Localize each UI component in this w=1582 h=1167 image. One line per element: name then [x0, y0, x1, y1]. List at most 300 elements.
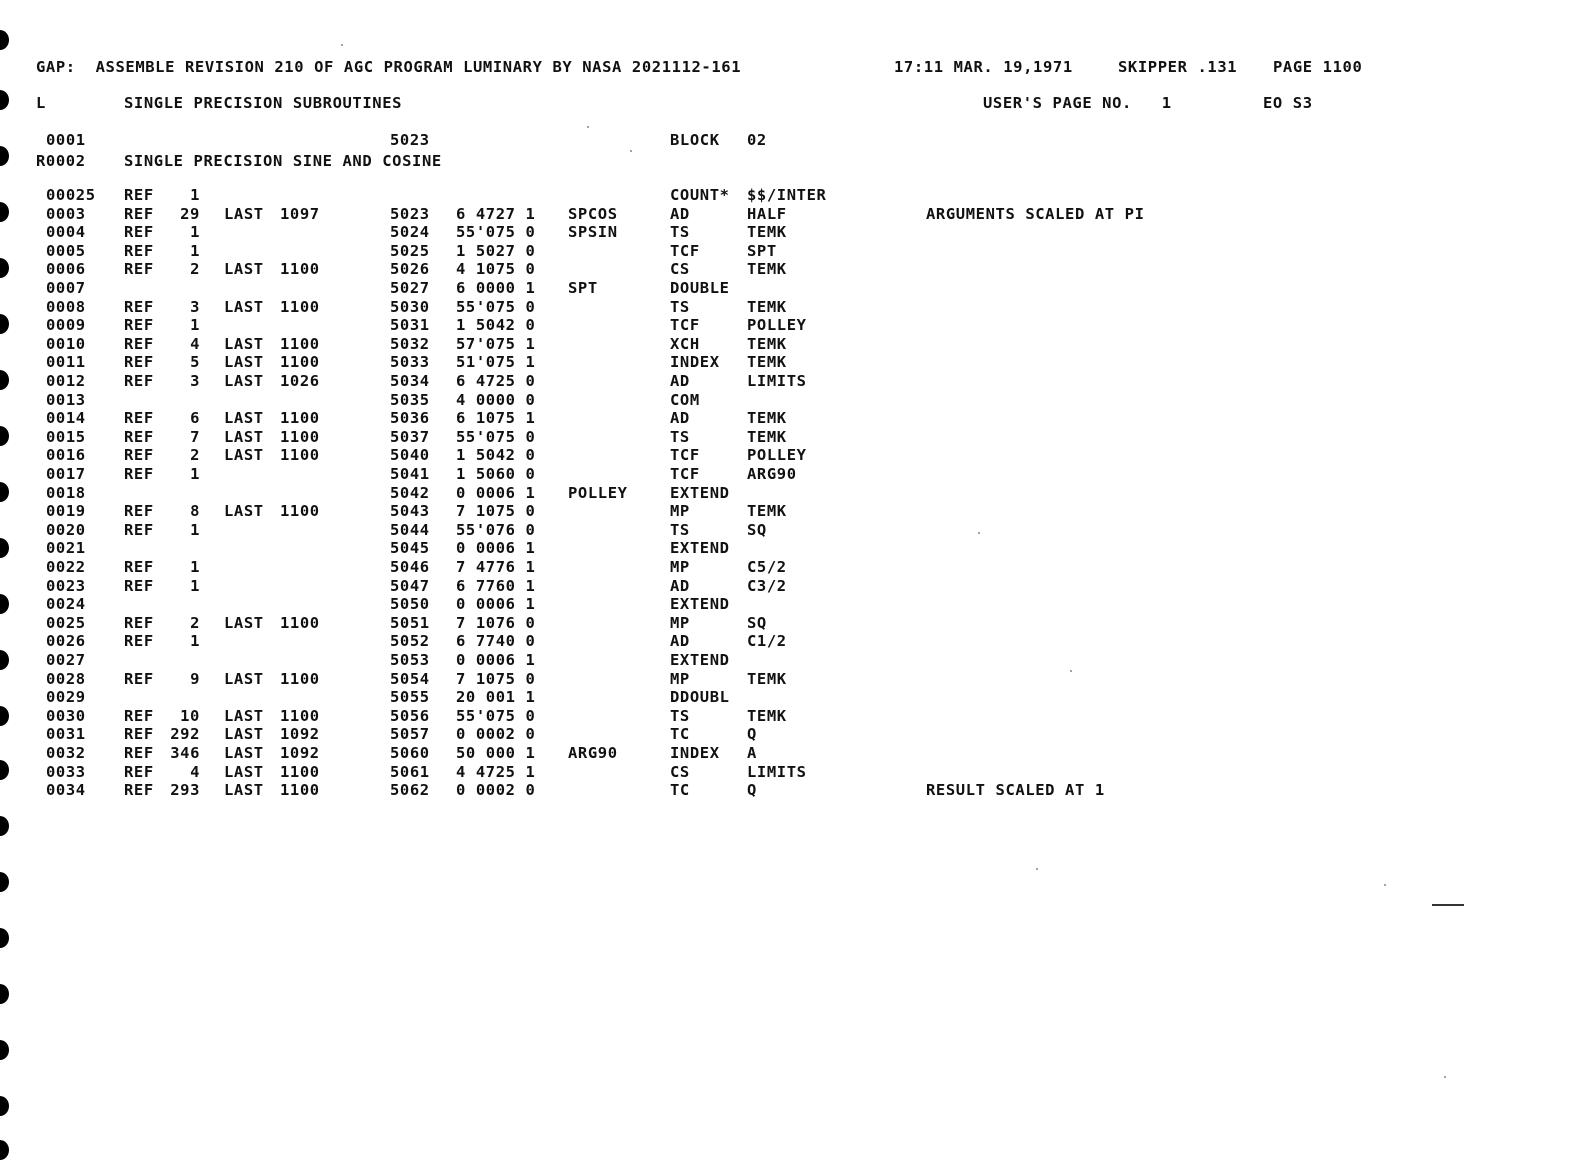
ref-count: 5: [190, 353, 200, 372]
last-label: LAST: [224, 744, 264, 762]
operand: ARG90: [747, 465, 797, 483]
octal-word: 0 0006 1: [456, 483, 536, 502]
symbol-label: SPCOS: [568, 204, 618, 223]
operand: Q: [747, 725, 757, 744]
ref-count: 2: [190, 260, 200, 279]
address: 5030: [390, 297, 430, 316]
ref-label: REF: [124, 502, 154, 521]
line-number: 0012: [46, 372, 86, 390]
opcode: EXTEND: [670, 651, 730, 669]
address: 5034: [390, 372, 430, 390]
listing-row: [0, 372, 1582, 390]
address: 5057: [390, 725, 430, 744]
opcode: MP: [670, 558, 690, 576]
address: 5026: [390, 260, 430, 279]
octal-word: 7 1075 0: [456, 669, 536, 688]
ref-label: REF: [124, 558, 154, 576]
line-number: 0031: [46, 725, 86, 744]
operand: C3/2: [747, 576, 787, 595]
octal-word: 55'075 0: [456, 223, 536, 242]
punch-hole: [0, 1096, 9, 1116]
subheader-flag: L: [36, 94, 46, 112]
scan-speck: [1444, 1076, 1446, 1078]
operand: TEMK: [747, 353, 787, 372]
address: 5037: [390, 427, 430, 446]
line-number: 0017: [46, 465, 86, 483]
ref-label: REF: [124, 241, 154, 260]
opcode: AD: [670, 409, 690, 428]
operand: SQ: [747, 520, 767, 539]
ref-label: REF: [124, 781, 154, 800]
address: 5046: [390, 558, 430, 576]
scan-speck: [1036, 868, 1038, 870]
opcode: TCF: [670, 241, 700, 260]
listing-row: [0, 335, 1582, 353]
ref-label: REF: [124, 409, 154, 428]
listing-row: [0, 707, 1582, 725]
opcode: AD: [670, 372, 690, 390]
last-page: 1100: [280, 613, 320, 632]
opcode: TS: [670, 706, 690, 725]
ref-label: REF: [124, 613, 154, 632]
listing-row: [0, 521, 1582, 539]
octal-word: 6 7760 1: [456, 576, 536, 595]
ref-count: 6: [190, 409, 200, 428]
address: 5033: [390, 353, 430, 372]
ref-label: REF: [124, 762, 154, 781]
opcode: BLOCK: [670, 131, 720, 149]
ref-count: 3: [190, 372, 200, 390]
last-label: LAST: [224, 427, 264, 446]
address: 5042: [390, 483, 430, 502]
ref-count: 1: [190, 632, 200, 651]
listing-row: [0, 725, 1582, 743]
address: 5044: [390, 520, 430, 539]
address: 5036: [390, 409, 430, 428]
header-timestamp: 17:11 MAR. 19,1971: [894, 58, 1073, 76]
opcode: MP: [670, 669, 690, 688]
operand: TEMK: [747, 334, 787, 353]
opcode: MP: [670, 502, 690, 521]
header-page: PAGE 1100: [1273, 58, 1363, 76]
octal-word: 55'075 0: [456, 427, 536, 446]
punch-hole: [0, 30, 9, 50]
section-title: SINGLE PRECISION SINE AND COSINE: [124, 152, 442, 170]
ref-count: 1: [190, 186, 200, 204]
header-operator: SKIPPER .131: [1118, 58, 1238, 76]
octal-word: 6 4727 1: [456, 204, 536, 223]
ref-count: 10: [180, 706, 200, 725]
address: 5024: [390, 223, 430, 242]
octal-word: 0 0006 1: [456, 595, 536, 614]
ref-label: REF: [124, 186, 154, 204]
line-number: 0010: [46, 334, 86, 353]
operand: $$/INTER: [747, 186, 827, 204]
line-number: 0001: [46, 131, 86, 149]
scan-speck: [630, 150, 632, 152]
last-label: LAST: [224, 297, 264, 316]
last-page: 1100: [280, 502, 320, 521]
address: 5040: [390, 446, 430, 465]
octal-word: 0 0002 0: [456, 725, 536, 744]
operand: C1/2: [747, 632, 787, 651]
subheader-title: SINGLE PRECISION SUBROUTINES: [124, 94, 403, 112]
ref-label: REF: [124, 446, 154, 465]
operand: TEMK: [747, 427, 787, 446]
last-label: LAST: [224, 725, 264, 744]
symbol-label: POLLEY: [568, 483, 628, 502]
line-number: 0009: [46, 316, 86, 335]
line-number: 0015: [46, 427, 86, 446]
address: 5032: [390, 334, 430, 353]
listing-row: [0, 595, 1582, 613]
operand: POLLEY: [747, 446, 807, 465]
punch-hole: [0, 1140, 9, 1160]
listing-row: [0, 316, 1582, 334]
operand: TEMK: [747, 706, 787, 725]
users-page-number: USER'S PAGE NO. 1: [983, 94, 1172, 112]
operand: TEMK: [747, 502, 787, 521]
listing-row: [0, 781, 1582, 799]
octal-word: 57'075 1: [456, 334, 536, 353]
last-page: 1100: [280, 427, 320, 446]
last-label: LAST: [224, 260, 264, 279]
last-label: LAST: [224, 446, 264, 465]
ref-count: 1: [190, 576, 200, 595]
last-label: LAST: [224, 613, 264, 632]
line-number: 0027: [46, 651, 86, 669]
line-number: 0030: [46, 706, 86, 725]
octal-word: 50 000 1: [456, 744, 536, 762]
last-page: 1092: [280, 744, 320, 762]
operand: LIMITS: [747, 372, 807, 390]
punch-hole: [0, 928, 9, 948]
operand: SPT: [747, 241, 777, 260]
ref-count: 1: [190, 520, 200, 539]
opcode: EXTEND: [670, 539, 730, 558]
last-page: 1100: [280, 446, 320, 465]
ref-count: 7: [190, 427, 200, 446]
line-number: 0033: [46, 762, 86, 781]
scan-speck: [1070, 670, 1072, 672]
line-number: 0011: [46, 353, 86, 372]
address: 5055: [390, 688, 430, 707]
line-number: 0005: [46, 241, 86, 260]
punch-hole: [0, 816, 9, 836]
scan-speck: [1384, 884, 1386, 886]
listing-row: [0, 279, 1582, 297]
ref-label: REF: [124, 260, 154, 279]
punch-hole: [0, 984, 9, 1004]
listing-row: [0, 763, 1582, 781]
last-page: 1100: [280, 669, 320, 688]
ref-label: REF: [124, 427, 154, 446]
subheader-code: EO S3: [1263, 94, 1313, 112]
address: 5053: [390, 651, 430, 669]
line-number: 00025: [46, 186, 96, 204]
octal-word: 1 5060 0: [456, 465, 536, 483]
listing-row: [0, 186, 1582, 204]
opcode: TS: [670, 223, 690, 242]
scan-speck: [587, 126, 589, 128]
address: 5061: [390, 762, 430, 781]
ref-count: 346: [170, 744, 200, 762]
address: 5062: [390, 781, 430, 800]
ref-label: REF: [124, 316, 154, 335]
ref-count: 29: [180, 204, 200, 223]
opcode: TCF: [670, 465, 700, 483]
octal-word: 4 1075 0: [456, 260, 536, 279]
ref-count: 9: [190, 669, 200, 688]
octal-word: 7 1076 0: [456, 613, 536, 632]
address: 5056: [390, 706, 430, 725]
address: 5047: [390, 576, 430, 595]
listing-row: [0, 446, 1582, 464]
last-label: LAST: [224, 706, 264, 725]
comment: ARGUMENTS SCALED AT PI: [926, 204, 1145, 223]
last-label: LAST: [224, 781, 264, 800]
operand: POLLEY: [747, 316, 807, 335]
ref-count: 2: [190, 446, 200, 465]
operand: 02: [747, 131, 767, 149]
listing-row: [0, 651, 1582, 669]
line-number: 0014: [46, 409, 86, 428]
opcode: TC: [670, 781, 690, 800]
scan-speck: [341, 44, 343, 46]
line-number: 0020: [46, 520, 86, 539]
listing-row: [0, 353, 1582, 371]
line-number: 0026: [46, 632, 86, 651]
ref-count: 292: [170, 725, 200, 744]
ref-label: REF: [124, 669, 154, 688]
opcode: INDEX: [670, 353, 720, 372]
ref-count: 1: [190, 558, 200, 576]
last-label: LAST: [224, 409, 264, 428]
punch-hole: [0, 90, 9, 110]
line-number: 0016: [46, 446, 86, 465]
octal-word: 6 4725 0: [456, 372, 536, 390]
opcode: XCH: [670, 334, 700, 353]
line-number: 0025: [46, 613, 86, 632]
address: 5027: [390, 279, 430, 297]
address: 5060: [390, 744, 430, 762]
ref-count: 4: [190, 762, 200, 781]
symbol-label: SPSIN: [568, 223, 618, 242]
line-number: 0003: [46, 204, 86, 223]
last-label: LAST: [224, 502, 264, 521]
ref-count: 1: [190, 241, 200, 260]
opcode: AD: [670, 204, 690, 223]
octal-word: 6 7740 0: [456, 632, 536, 651]
opcode: EXTEND: [670, 595, 730, 614]
last-page: 1100: [280, 260, 320, 279]
opcode: TCF: [670, 446, 700, 465]
address: 5035: [390, 390, 430, 409]
last-page: 1100: [280, 706, 320, 725]
operand: TEMK: [747, 669, 787, 688]
last-page: 1100: [280, 334, 320, 353]
ref-count: 1: [190, 465, 200, 483]
listing-row: [0, 298, 1582, 316]
symbol-label: ARG90: [568, 744, 618, 762]
header-title: GAP: ASSEMBLE REVISION 210 OF AGC PROGRAM LUMINARY BY NASA 2021112-161: [36, 58, 742, 76]
opcode: EXTEND: [670, 483, 730, 502]
ref-label: REF: [124, 223, 154, 242]
address: 5051: [390, 613, 430, 632]
last-label: LAST: [224, 372, 264, 390]
ref-count: 1: [190, 223, 200, 242]
last-label: LAST: [224, 353, 264, 372]
last-page: 1026: [280, 372, 320, 390]
opcode: TCF: [670, 316, 700, 335]
line-number: 0022: [46, 558, 86, 576]
address: 5052: [390, 632, 430, 651]
address: 5025: [390, 241, 430, 260]
last-label: LAST: [224, 204, 264, 223]
operand: A: [747, 744, 757, 762]
line-number: 0021: [46, 539, 86, 558]
octal-word: 1 5042 0: [456, 316, 536, 335]
octal-word: 6 0000 1: [456, 279, 536, 297]
ref-label: REF: [124, 744, 154, 762]
symbol-label: SPT: [568, 279, 598, 297]
octal-word: 1 5042 0: [456, 446, 536, 465]
octal-word: 6 1075 1: [456, 409, 536, 428]
opcode: TS: [670, 297, 690, 316]
line-number: 0028: [46, 669, 86, 688]
last-page: 1100: [280, 781, 320, 800]
last-page: 1092: [280, 725, 320, 744]
address: 5041: [390, 465, 430, 483]
opcode: COM: [670, 390, 700, 409]
ref-count: 2: [190, 613, 200, 632]
octal-word: 0 0006 1: [456, 539, 536, 558]
listing-row: [0, 614, 1582, 632]
operand: TEMK: [747, 409, 787, 428]
opcode: TS: [670, 520, 690, 539]
operand: TEMK: [747, 260, 787, 279]
line-number: 0006: [46, 260, 86, 279]
address: 5045: [390, 539, 430, 558]
last-page: 1097: [280, 204, 320, 223]
operand: C5/2: [747, 558, 787, 576]
ref-label: REF: [124, 520, 154, 539]
last-page: 1100: [280, 762, 320, 781]
listing-row: [0, 484, 1582, 502]
line-number: 0024: [46, 595, 86, 614]
operand: Q: [747, 781, 757, 800]
operand: TEMK: [747, 297, 787, 316]
line-number: 0019: [46, 502, 86, 521]
ref-count: 1: [190, 316, 200, 335]
line-number: 0032: [46, 744, 86, 762]
ref-label: REF: [124, 297, 154, 316]
comment: RESULT SCALED AT 1: [926, 781, 1105, 800]
address: 5043: [390, 502, 430, 521]
punch-hole: [0, 872, 9, 892]
octal-word: 7 4776 1: [456, 558, 536, 576]
line-number: 0018: [46, 483, 86, 502]
last-page: 1100: [280, 353, 320, 372]
listing-row: [0, 409, 1582, 427]
last-page: 1100: [280, 409, 320, 428]
listing-row: [0, 558, 1582, 576]
ref-label: REF: [124, 353, 154, 372]
octal-word: 20 001 1: [456, 688, 536, 707]
opcode: MP: [670, 613, 690, 632]
octal-word: 7 1075 0: [456, 502, 536, 521]
ref-label: REF: [124, 706, 154, 725]
listing-row: [0, 242, 1582, 260]
scan-mark: [1432, 904, 1464, 906]
line-number: 0007: [46, 279, 86, 297]
listing-row: [0, 539, 1582, 557]
scan-speck: [978, 532, 980, 534]
opcode: TC: [670, 725, 690, 744]
line-number: R0002: [36, 152, 86, 170]
ref-label: REF: [124, 725, 154, 744]
listing-row: [0, 205, 1582, 223]
octal-word: 0 0002 0: [456, 781, 536, 800]
ref-count: 293: [170, 781, 200, 800]
section-line: [0, 152, 1582, 170]
operand: LIMITS: [747, 762, 807, 781]
octal-word: 4 0000 0: [456, 390, 536, 409]
address: 5023: [390, 204, 430, 223]
ref-label: REF: [124, 632, 154, 651]
last-label: LAST: [224, 669, 264, 688]
last-label: LAST: [224, 762, 264, 781]
listing-row: [0, 260, 1582, 278]
block-line: [0, 131, 1582, 149]
ref-label: REF: [124, 465, 154, 483]
ref-count: 8: [190, 502, 200, 521]
listing-row: [0, 428, 1582, 446]
last-page: 1100: [280, 297, 320, 316]
listing-row: [0, 670, 1582, 688]
listing-row: [0, 688, 1582, 706]
opcode: DOUBLE: [670, 279, 730, 297]
address: 5054: [390, 669, 430, 688]
ref-count: 3: [190, 297, 200, 316]
ref-count: 4: [190, 334, 200, 353]
punch-hole: [0, 1040, 9, 1060]
line-number: 0008: [46, 297, 86, 316]
address: 5031: [390, 316, 430, 335]
octal-word: 0 0006 1: [456, 651, 536, 669]
ref-label: REF: [124, 334, 154, 353]
opcode: AD: [670, 632, 690, 651]
ref-label: REF: [124, 204, 154, 223]
octal-word: 55'075 0: [456, 706, 536, 725]
operand: TEMK: [747, 223, 787, 242]
line-number: 0029: [46, 688, 86, 707]
line-number: 0004: [46, 223, 86, 242]
opcode: DDOUBL: [670, 688, 730, 707]
line-number: 0034: [46, 781, 86, 800]
address: 5023: [390, 131, 430, 149]
octal-word: 1 5027 0: [456, 241, 536, 260]
opcode: TS: [670, 427, 690, 446]
opcode: INDEX: [670, 744, 720, 762]
listing-row: [0, 577, 1582, 595]
listing-row: [0, 465, 1582, 483]
opcode: COUNT*: [670, 186, 730, 204]
octal-word: 4 4725 1: [456, 762, 536, 781]
operand: HALF: [747, 204, 787, 223]
listing-row: [0, 223, 1582, 241]
address: 5050: [390, 595, 430, 614]
